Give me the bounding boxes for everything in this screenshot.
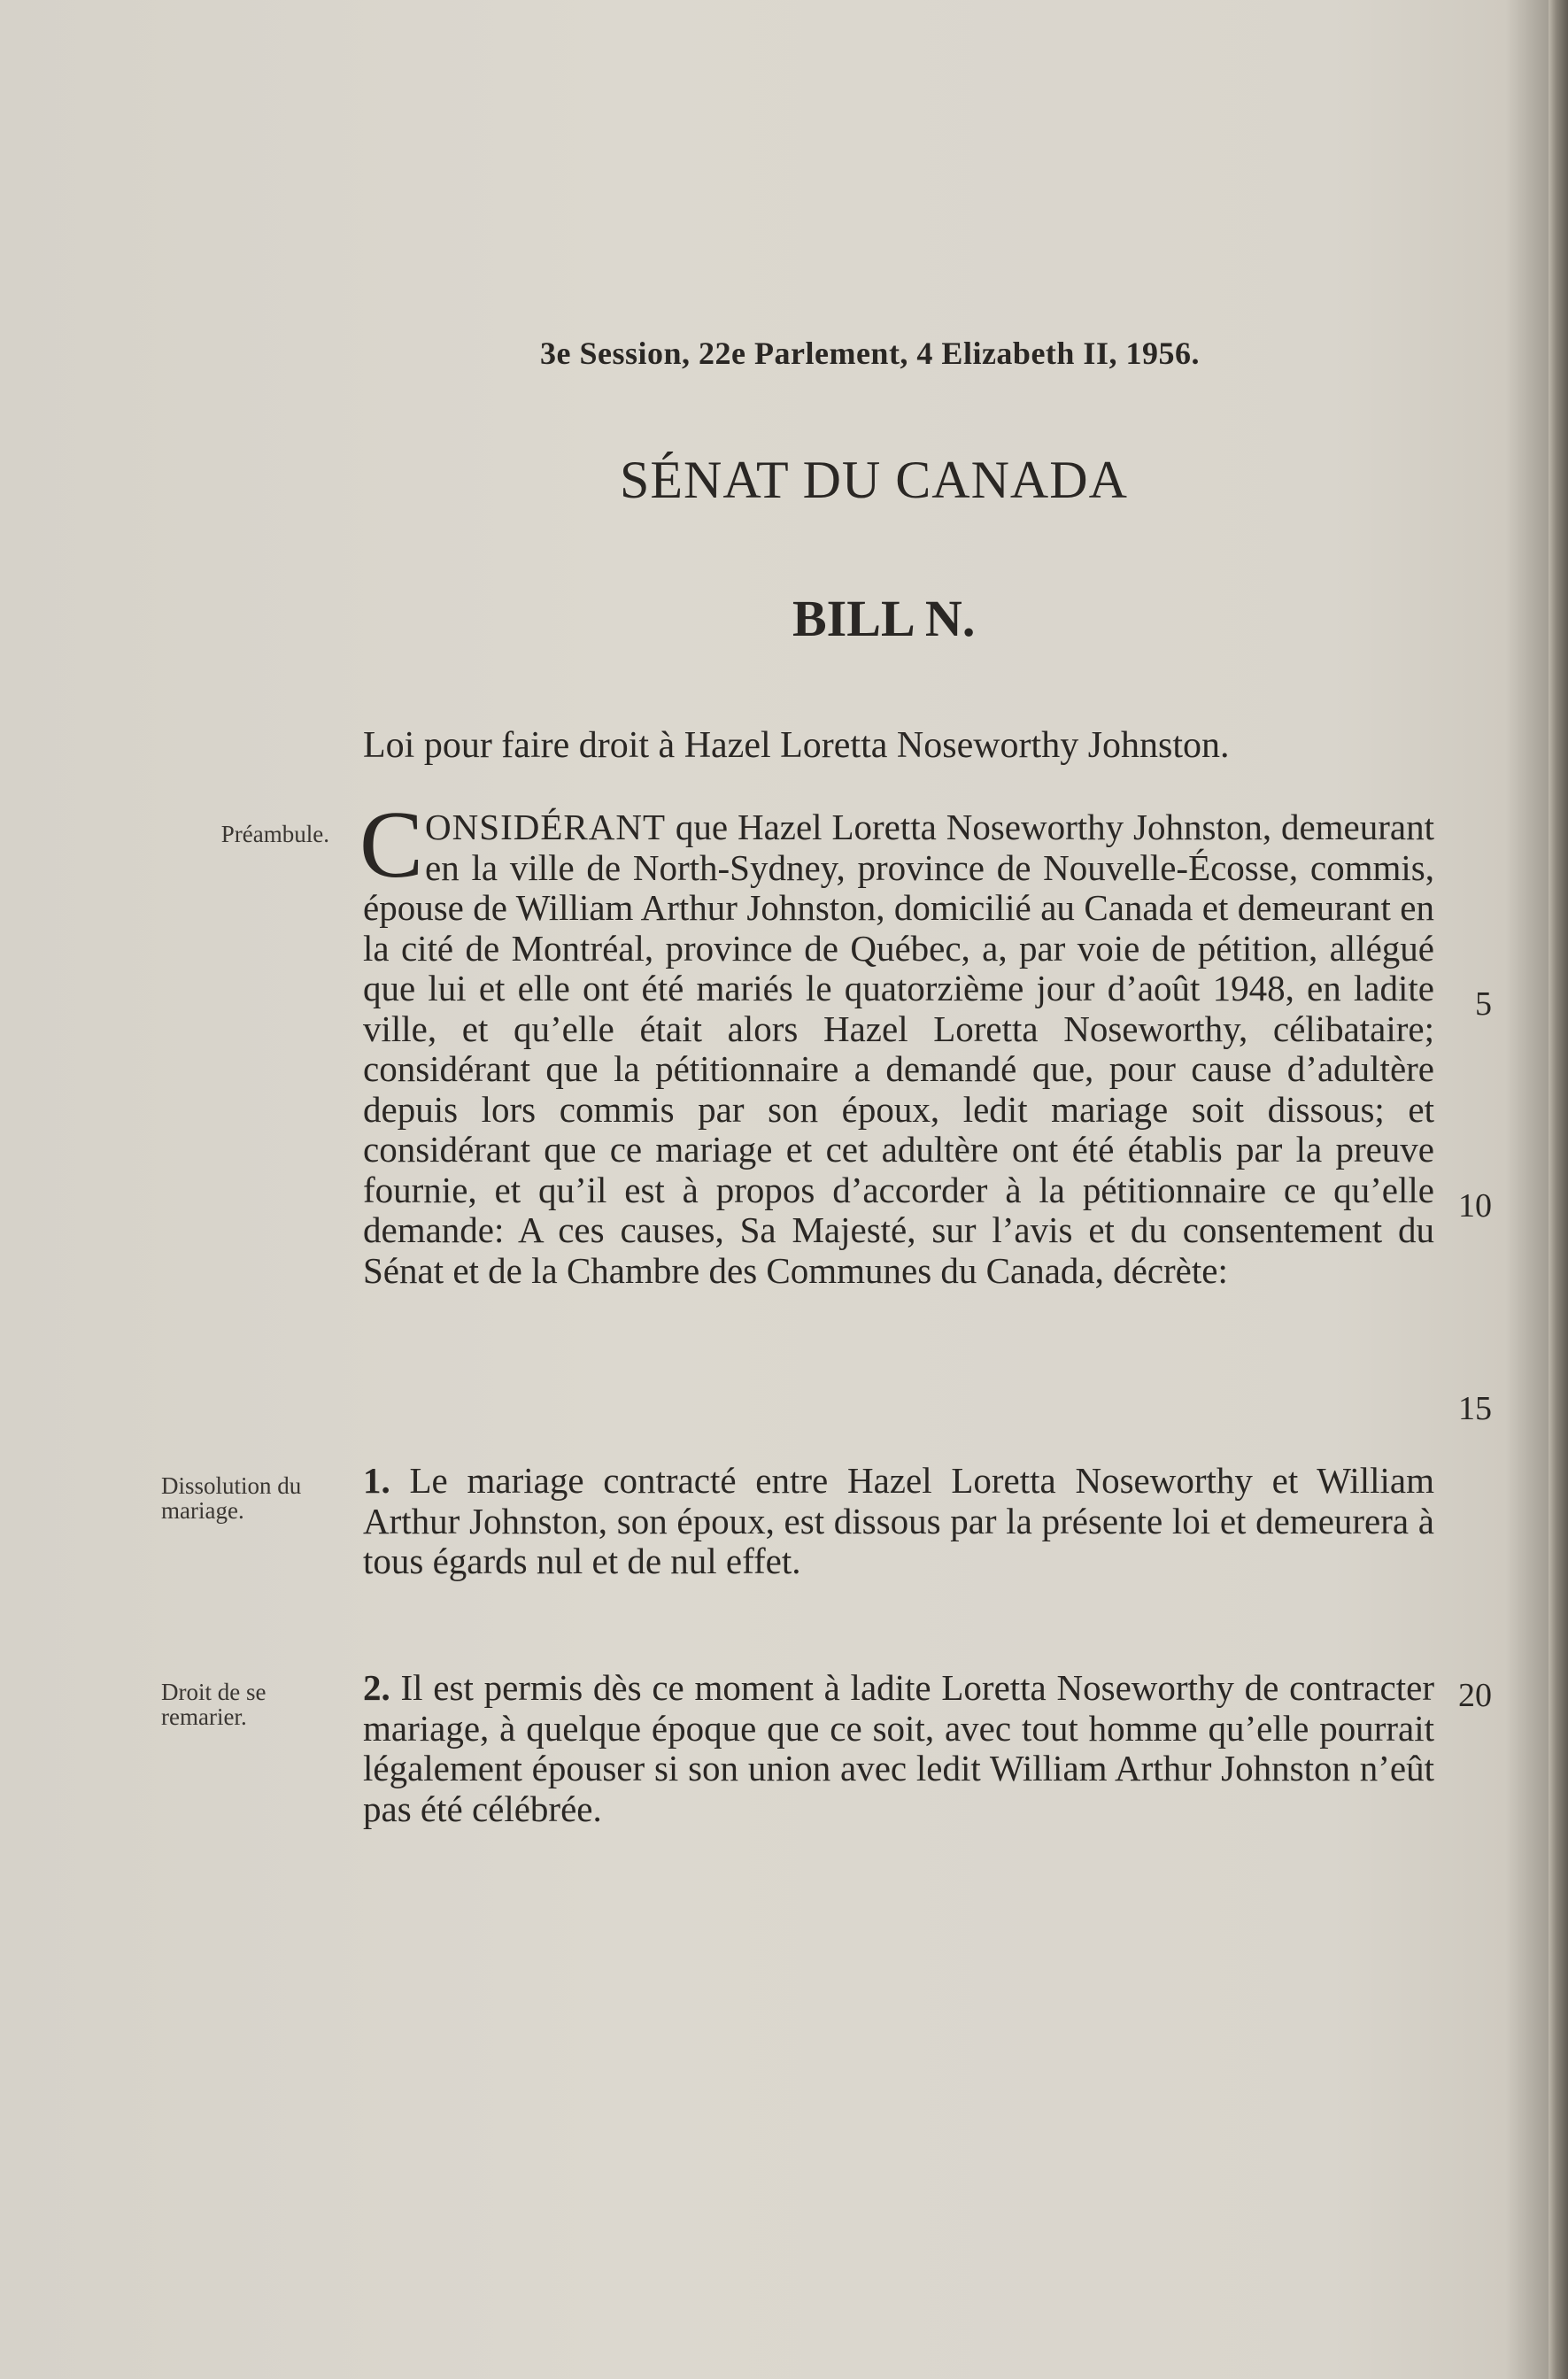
line-number: 20 xyxy=(1458,1677,1492,1714)
section-1-paragraph xyxy=(363,1461,1434,1582)
line-number: 5 xyxy=(1475,985,1492,1023)
page-edge xyxy=(1549,0,1568,2379)
preamble-caps-word: ONSIDÉRANT xyxy=(425,807,666,847)
session-line: 3e Session, 22e Parlement, 4 Elizabeth II, 1956. xyxy=(540,336,1200,371)
section-number: 1. xyxy=(363,1460,390,1501)
drop-cap: C xyxy=(359,792,424,898)
bill-subtitle: Loi pour faire droit à Hazel Loretta Noseworthy Johnston. xyxy=(363,725,1230,766)
line-number: 10 xyxy=(1458,1187,1492,1224)
section-number: 2. xyxy=(363,1667,390,1708)
section-text: Le mariage contracté entre Hazel Loretta Noseworthy et William Arthur Johnston, son époux, est dissous par la présente loi et demeurera à tous égards nul et de nul effet. xyxy=(363,1460,1434,1581)
institution-title: SÉNAT DU CANADA xyxy=(620,451,1128,509)
preamble-text: que Hazel Loretta Noseworthy Johnston, demeurant en la ville de North-Sydney, province de Nouvelle-Écosse, commis, épouse de William Arthur Johnston, domicilié au Canada et demeurant en la cité de Montréal, province de Québec, a, par voie de pétition, allégué que lui et elle ont été mariés le quatorzième jour d’août 1948, en ladite ville, et qu’elle était alors Hazel Loretta Noseworthy, célibataire; considérant que la pétitionnaire a demandé que, pour cause d’adultère depuis lors commis par son époux, ledit mariage soit dissous; et considérant que ce mariage et cet adultère ont été établis par la preuve fournie, et qu’il est à propos d’accorder à la pétitionnaire ce qu’elle demande: A ces causes, Sa Majesté, sur l’avis et du consentement du Sénat et de la Chambre des Communes du Canada, décrète: xyxy=(363,807,1434,1291)
margin-note-section-2: Droit de se remarier. xyxy=(161,1679,266,1730)
section-text: Il est permis dès ce moment à ladite Loretta Noseworthy de contracter mariage, à quelque époque que ce soit, avec tout homme qu’elle pourrait légalement épouser si son union avec ledit William Arthur Johnston n’eût pas été célébrée. xyxy=(363,1667,1434,1829)
margin-note-section-1: Dissolution du mariage. xyxy=(161,1472,302,1524)
margin-note-preamble: Préambule. xyxy=(220,821,329,847)
line-number: 15 xyxy=(1458,1390,1492,1427)
bill-title: BILL N. xyxy=(792,590,976,647)
preamble-paragraph xyxy=(359,792,1434,1291)
section-2-paragraph xyxy=(363,1668,1434,1829)
